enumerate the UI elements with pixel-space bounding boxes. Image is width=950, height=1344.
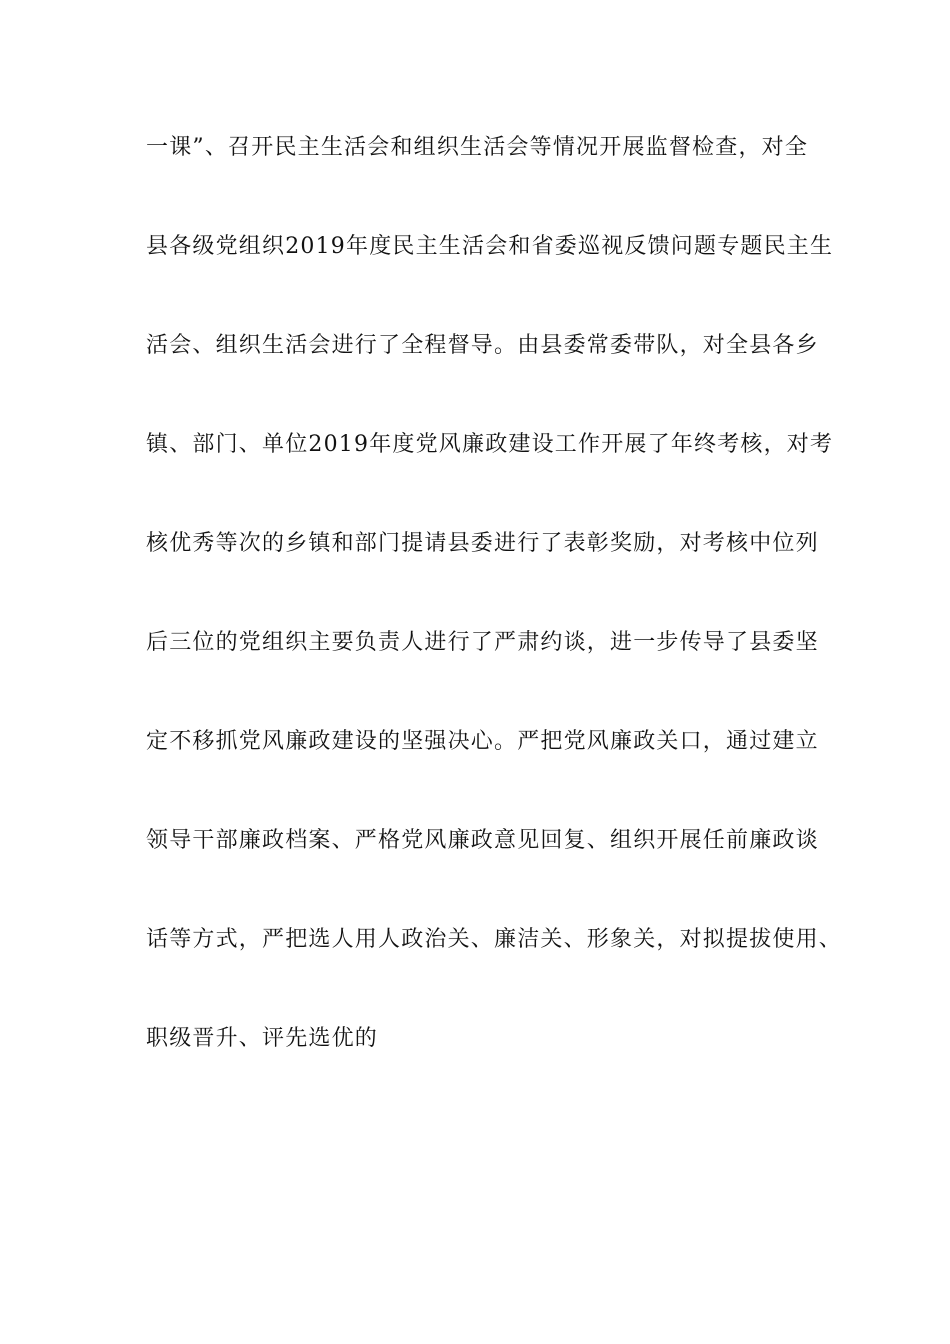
text-line: 县各级党组织2019年度民主生活会和省委巡视反馈问题专题民主生 [146, 234, 834, 259]
text-line: 一课”、召开民主生活会和组织生活会等情况开展监督检查，对全 [146, 135, 809, 160]
text-line: 后三位的党组织主要负责人进行了严肃约谈，进一步传导了县委坚 [146, 630, 819, 655]
text-line: 领导干部廉政档案、严格党风廉政意见回复、组织开展任前廉政谈 [146, 828, 819, 853]
body-paragraph [146, 131, 843, 1121]
text-line: 定不移抓党风廉政建设的坚强决心。严把党风廉政关口，通过建立 [146, 729, 819, 754]
text-line: 核优秀等次的乡镇和部门提请县委进行了表彰奖励，对考核中位列 [146, 531, 819, 556]
text-line: 镇、部门、单位2019年度党风廉政建设工作开展了年终考核，对考 [146, 432, 834, 457]
text-line: 职级晋升、评先选优的 [146, 1026, 379, 1051]
text-line: 话等方式，严把选人用人政治关、廉洁关、形象关，对拟提拔使用、 [146, 927, 843, 952]
text-line: 活会、组织生活会进行了全程督导。由县委常委带队，对全县各乡 [146, 333, 819, 358]
